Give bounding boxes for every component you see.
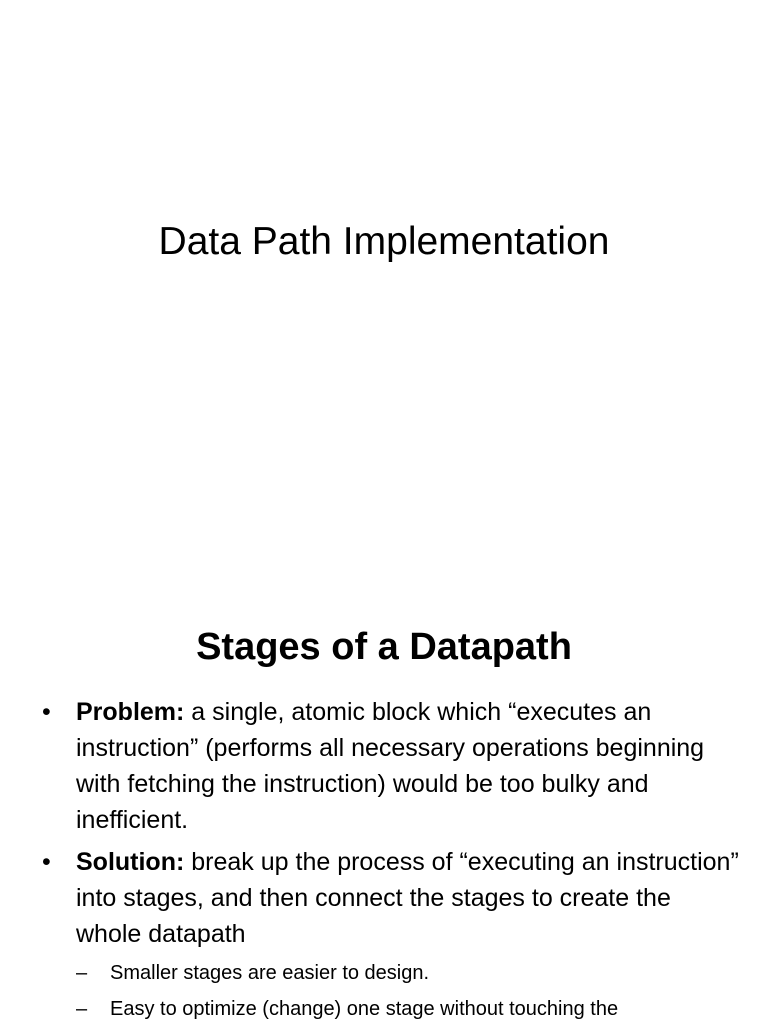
bullet-marker: • xyxy=(42,698,51,726)
sub-bullet-text: Easy to optimize (change) one stage without touching the xyxy=(110,998,619,1020)
bullet-label: Solution: xyxy=(76,848,185,876)
content-slide xyxy=(0,576,768,1024)
sub-bullet-list xyxy=(76,958,742,1024)
sub-bullet-marker: – xyxy=(76,998,88,1020)
sub-bullet-marker: – xyxy=(76,962,88,984)
slide-title: Data Path Implementation xyxy=(158,220,610,263)
bullet-label: Problem: xyxy=(76,698,185,726)
bullet-marker: • xyxy=(42,848,51,876)
sub-bullet-item xyxy=(76,994,742,1024)
bullet-text: break up the process of “executing an instruction” into stages, and then connect the stages to create the whole datapath xyxy=(76,848,739,948)
slide-heading: Stages of a Datapath xyxy=(196,626,572,668)
sub-bullet-item xyxy=(76,958,742,988)
bullet-problem xyxy=(42,694,742,838)
sub-bullet-text: Smaller stages are easier to design. xyxy=(110,962,430,984)
bullet-text: a single, atomic block which “executes an instruction” (performs all necessary operations beginning with fetching the instruction) would be too bulky and inefficient. xyxy=(76,698,705,834)
bullet-solution xyxy=(42,844,742,1024)
bullet-list xyxy=(42,694,742,1024)
